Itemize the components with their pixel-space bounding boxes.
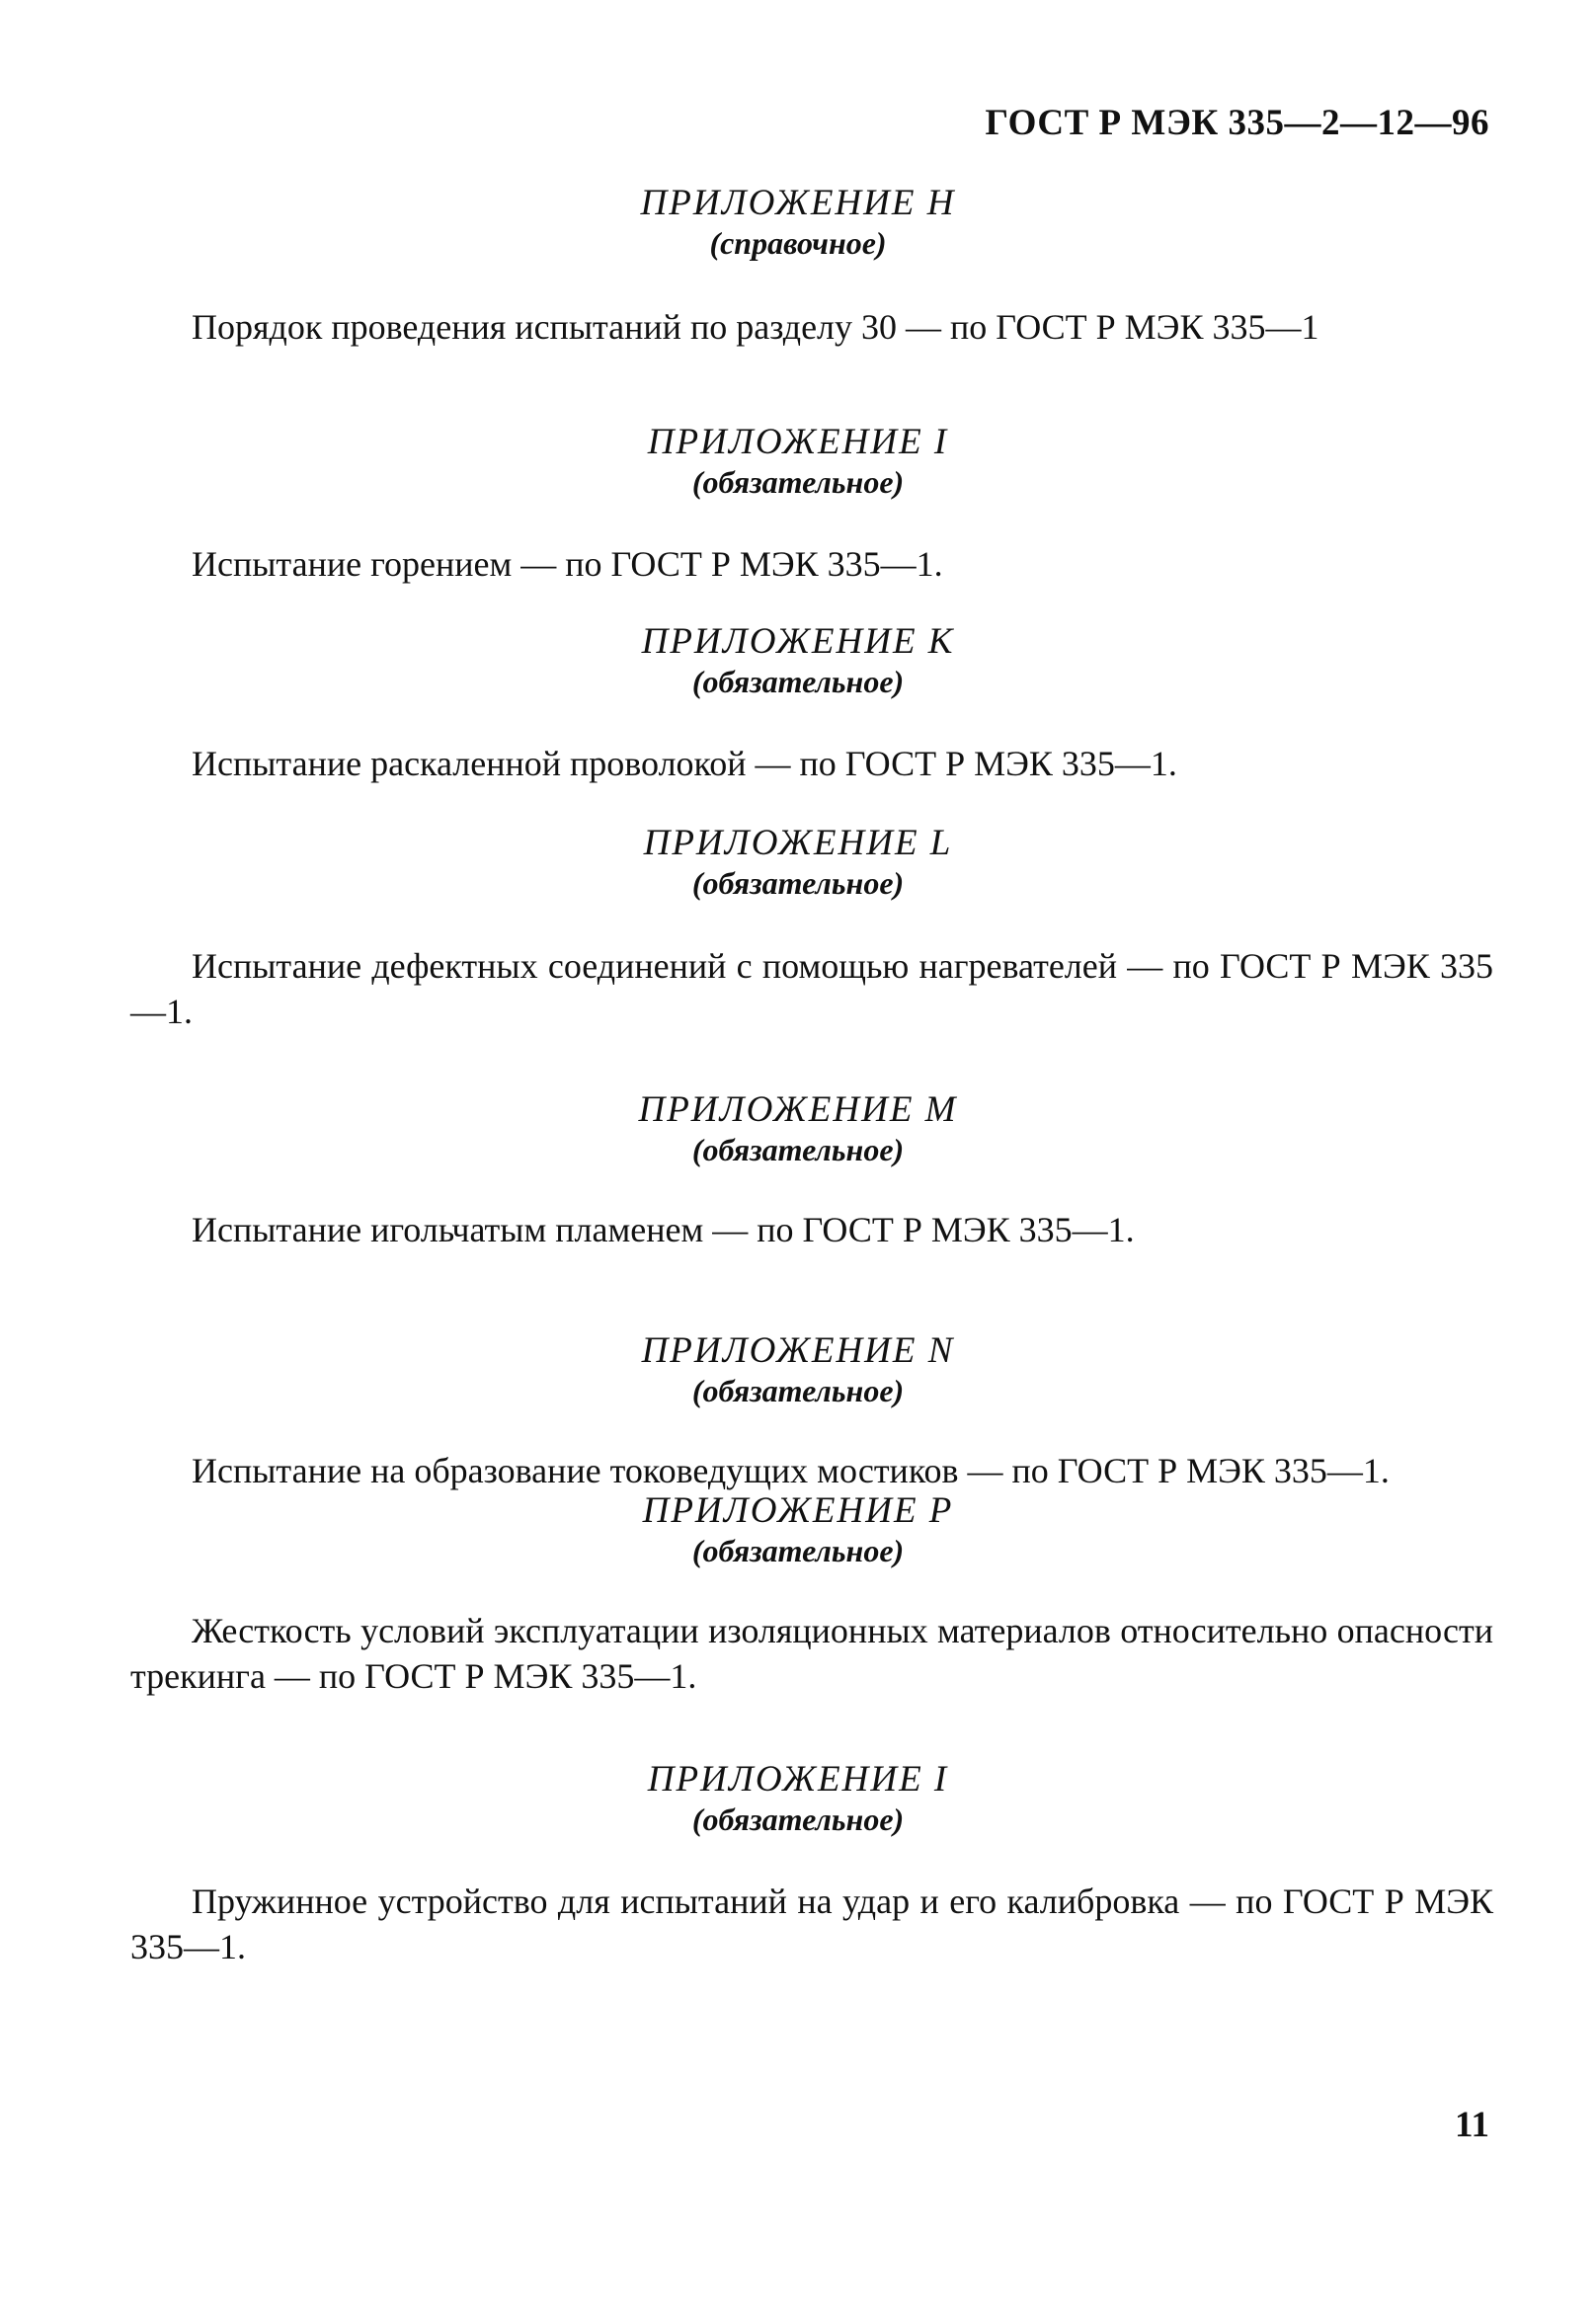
appendix-l-text: Испытание дефектных соединений с помощью нагревателей — по ГОСТ Р МЭК 335—1.	[130, 946, 1493, 1031]
appendix-n-text: Испытание на образование токоведущих мостиков — по ГОСТ Р МЭК 335—1.	[192, 1451, 1390, 1490]
appendix-m-status: (обязательное)	[691, 1132, 905, 1167]
page-number: 11	[1455, 2105, 1489, 2145]
appendix-n-title: ПРИЛОЖЕНИЕ N	[641, 1330, 955, 1371]
appendix-last-title: ПРИЛОЖЕНИЕ I	[647, 1759, 949, 1800]
appendix-p-title: ПРИЛОЖЕНИЕ Р	[642, 1490, 954, 1531]
appendix-l-status: (обязательное)	[691, 865, 905, 901]
appendix-i-text: Испытание горением — по ГОСТ Р МЭК 335—1.	[192, 544, 943, 584]
appendix-last-text: Пружинное устройство для испытаний на удар и его калибровка — по ГОСТ Р МЭК 335—1.	[130, 1882, 1493, 1966]
appendix-h-text: Порядок проведения испытаний по разделу 30 — по ГОСТ Р МЭК 335—1	[192, 307, 1319, 347]
appendix-l-title: ПРИЛОЖЕНИЕ L	[643, 823, 953, 863]
appendix-m-title: ПРИЛОЖЕНИЕ М	[638, 1089, 958, 1130]
appendix-last-status: (обязательное)	[691, 1802, 905, 1837]
appendix-i-status: (обязательное)	[691, 464, 905, 500]
appendix-k-title: ПРИЛОЖЕНИЕ К	[641, 621, 955, 662]
appendix-h-status: (справочное)	[709, 225, 887, 261]
appendix-h-title: ПРИЛОЖЕНИЕ Н	[640, 183, 956, 223]
appendix-k-text: Испытание раскаленной проволокой — по ГОСТ Р МЭК 335—1.	[192, 744, 1177, 783]
document-code-header: ГОСТ Р МЭК 335—2—12—96	[985, 103, 1489, 143]
appendix-i-title: ПРИЛОЖЕНИЕ I	[647, 422, 949, 462]
appendix-p-status: (обязательное)	[691, 1533, 905, 1568]
appendix-k-status: (обязательное)	[691, 664, 905, 699]
appendix-n-status: (обязательное)	[691, 1373, 905, 1408]
appendix-p-text: Жесткость условий эксплуатации изоляционных материалов относительно опасности трекинга — по ГОСТ Р МЭК 335—1.	[130, 1611, 1493, 1696]
appendix-m-text: Испытание игольчатым пламенем — по ГОСТ Р МЭК 335—1.	[192, 1210, 1135, 1249]
